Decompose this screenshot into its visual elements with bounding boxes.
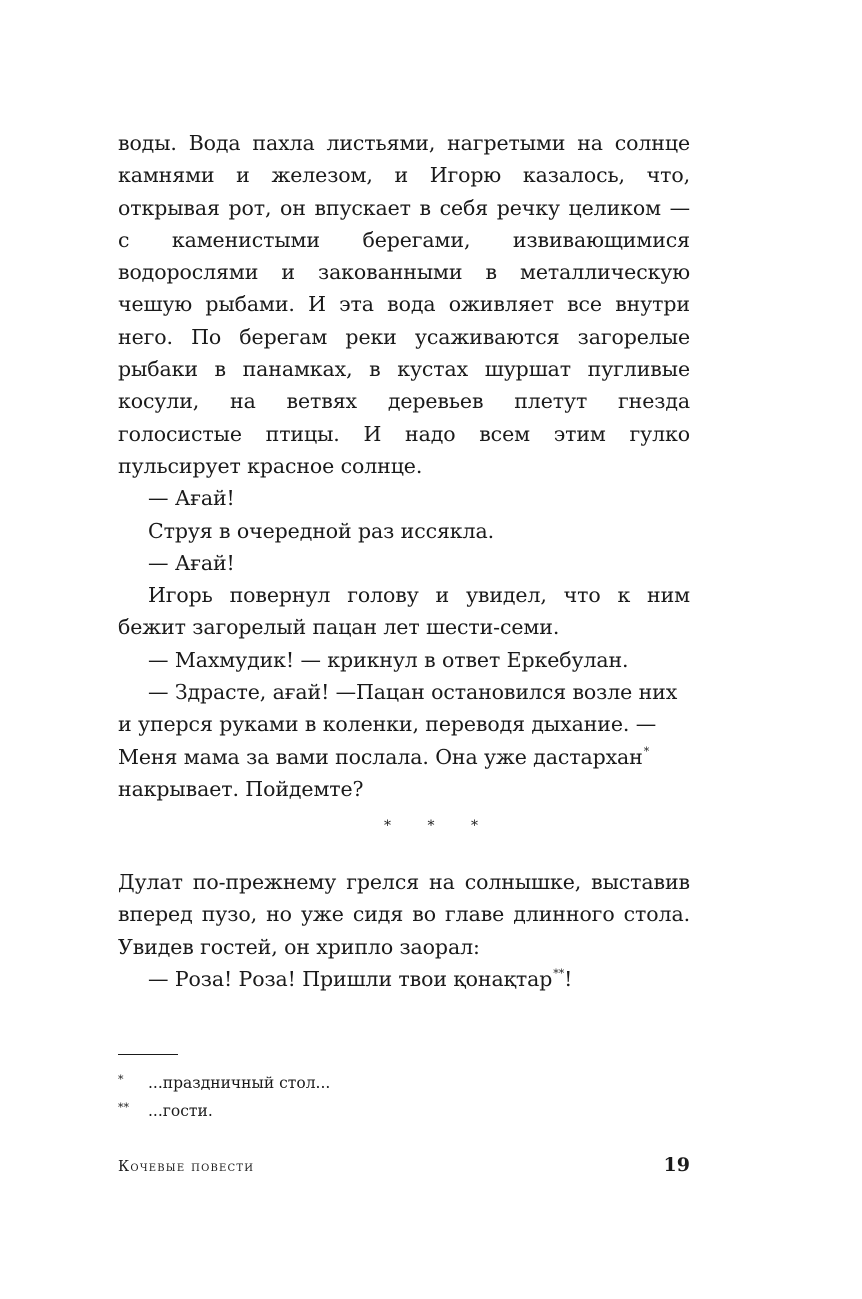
footnotes [118, 1069, 690, 1125]
dialogue-line: — Роза! Роза! Пришли твои қонақтар [148, 966, 553, 991]
footnote-mark: ** [118, 1101, 129, 1114]
dialogue-line: — Ағай! [148, 486, 235, 511]
footnote-text: ...праздничный стол... [148, 1074, 331, 1092]
dialogue-line-end: ! [564, 966, 573, 991]
page-number: 19 [663, 1154, 690, 1176]
paragraph-9 [118, 963, 690, 995]
dialogue-line: — Ағай! [148, 550, 235, 575]
main-text-top [118, 127, 690, 805]
paragraph-6 [118, 644, 690, 676]
footnote-1 [118, 1069, 690, 1097]
main-text-bottom [118, 866, 690, 995]
footnote-2 [118, 1097, 690, 1125]
paragraph-5 [118, 579, 690, 644]
running-footer [118, 1154, 690, 1176]
book-title: Кочевые повести [118, 1159, 255, 1175]
section-separator: * * * [384, 818, 494, 834]
dialogue-line-end: накрывает. Пойдемте? [118, 776, 364, 801]
paragraph-1 [118, 127, 690, 482]
paragraph-8-text: Дулат по-прежнему грелся на солнышке, выставив вперед пузо, но уже сидя во главе длинного стола. Увидев гостей, он хрипло заорал: [118, 870, 690, 959]
dialogue-line: — Здрасте, ағай! —Пацан остановился возле них и уперся руками в коленки, переводя дыхание. — Меня мама за вами послала. Она уже дастархан [118, 680, 678, 769]
paragraph-2 [118, 482, 690, 514]
footnote-text: ...гости. [148, 1102, 213, 1120]
footnote-ref-1: * [643, 744, 650, 758]
paragraph-7 [118, 676, 690, 805]
paragraph-3 [118, 515, 690, 547]
narration-line: Игорь повернул голову и увидел, что к ним бежит загорелый пацан лет шести-семи. [118, 583, 690, 640]
paragraph-1-text: воды. Вода пахла листьями, нагретыми на солнце камнями и железом, и Игорю казалось, что, открывая рот, он впускает в себя речку целиком — с каменистыми берегами, извивающимися водорослями и закованными в металлическую чешую рыбами. И эта вода оживляет все внутри него. По берегам реки усаживаются загорелые рыбаки в панамках, в кустах шуршат пугливые косули, на ветвях деревьев плетут гнезда голосистые птицы. И надо всем этим гулко пульсирует красное солнце. [118, 131, 690, 478]
footnote-divider [118, 1054, 178, 1055]
footnote-ref-2: ** [553, 966, 565, 980]
narration-line: Струя в очередной раз иссякла. [148, 518, 494, 543]
dialogue-line: — Махмудик! — крикнул в ответ Еркебулан. [148, 647, 629, 672]
paragraph-4 [118, 547, 690, 579]
footnote-mark: * [118, 1073, 124, 1086]
paragraph-8 [118, 866, 690, 963]
